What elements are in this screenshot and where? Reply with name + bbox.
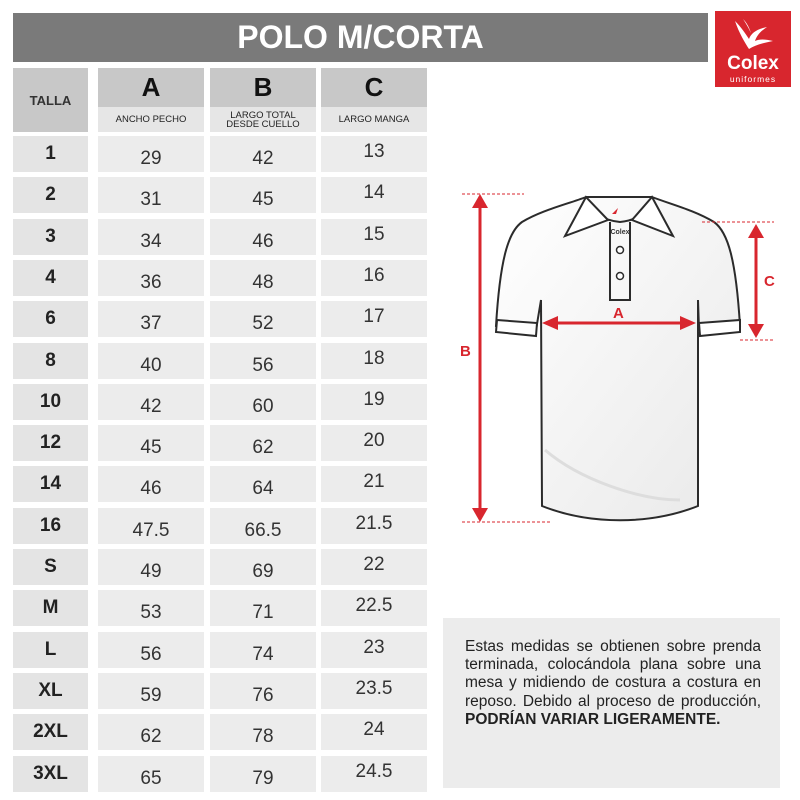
cell-value-a: 46 bbox=[140, 478, 162, 499]
cell-value-c: 22 bbox=[363, 554, 385, 575]
table-cell-a bbox=[98, 673, 204, 709]
cell-value-a: 65 bbox=[140, 768, 162, 789]
measurement-note bbox=[443, 618, 780, 788]
cell-value-a: 42 bbox=[140, 396, 162, 417]
size-label: 8 bbox=[13, 343, 88, 379]
table-cell-a bbox=[98, 177, 204, 213]
column-label-c: LARGO MANGA bbox=[321, 107, 427, 132]
cell-value-a: 47.5 bbox=[132, 520, 170, 541]
cell-value-c: 13 bbox=[363, 141, 385, 162]
table-cell-a bbox=[98, 384, 204, 420]
cell-value-b: 64 bbox=[252, 478, 274, 499]
cell-value-b: 66.5 bbox=[244, 520, 282, 541]
note-paragraph bbox=[465, 638, 761, 729]
table-cell-c bbox=[321, 590, 427, 626]
page-title: POLO M/CORTA bbox=[13, 13, 708, 62]
cell-value-c: 24.5 bbox=[355, 761, 393, 782]
size-label: 4 bbox=[13, 260, 88, 296]
note-text: Estas medidas se obtienen sobre prenda terminada, colocándola plana sobre una mesa y midiendo de costura a costura en reposo. Debido al proceso de producción, bbox=[465, 638, 761, 710]
bird-logo-icon bbox=[729, 17, 777, 51]
table-cell-c bbox=[321, 425, 427, 461]
table-cell-b bbox=[210, 301, 316, 337]
cell-value-a: 40 bbox=[140, 355, 162, 376]
table-cell-c bbox=[321, 508, 427, 544]
cell-value-c: 15 bbox=[363, 224, 385, 245]
cell-value-b: 71 bbox=[252, 602, 274, 623]
size-label: L bbox=[13, 632, 88, 668]
cell-value-c: 21.5 bbox=[355, 513, 393, 534]
cell-value-a: 56 bbox=[140, 644, 162, 665]
table-cell-b bbox=[210, 549, 316, 585]
table-cell-c bbox=[321, 714, 427, 750]
column-header-a bbox=[98, 68, 204, 132]
table-cell-a bbox=[98, 301, 204, 337]
table-cell-a bbox=[98, 549, 204, 585]
table-cell-a bbox=[98, 632, 204, 668]
size-label: S bbox=[13, 549, 88, 585]
cell-value-a: 29 bbox=[140, 148, 162, 169]
cell-value-a: 37 bbox=[140, 313, 162, 334]
label-a: A bbox=[613, 305, 624, 322]
cell-value-c: 14 bbox=[363, 182, 385, 203]
cell-value-b: 60 bbox=[252, 396, 274, 417]
cell-value-c: 18 bbox=[363, 348, 385, 369]
size-label: 2XL bbox=[13, 714, 88, 750]
table-cell-b bbox=[210, 714, 316, 750]
table-cell-a bbox=[98, 260, 204, 296]
size-label: 2 bbox=[13, 177, 88, 213]
table-cell-c bbox=[321, 136, 427, 172]
size-label: 6 bbox=[13, 301, 88, 337]
table-cell-c bbox=[321, 384, 427, 420]
size-label: 16 bbox=[13, 508, 88, 544]
table-cell-c bbox=[321, 466, 427, 502]
cell-value-c: 16 bbox=[363, 265, 385, 286]
cell-value-c: 22.5 bbox=[355, 595, 393, 616]
table-cell-c bbox=[321, 219, 427, 255]
cell-value-b: 56 bbox=[252, 355, 274, 376]
cell-value-c: 23 bbox=[363, 637, 385, 658]
size-label: XL bbox=[13, 673, 88, 709]
cell-value-b: 52 bbox=[252, 313, 274, 334]
cell-value-b: 62 bbox=[252, 437, 274, 458]
table-cell-a bbox=[98, 508, 204, 544]
table-cell-b bbox=[210, 136, 316, 172]
size-label: 14 bbox=[13, 466, 88, 502]
column-letter-a: A bbox=[141, 72, 161, 102]
table-cell-a bbox=[98, 343, 204, 379]
column-header-b bbox=[210, 68, 316, 132]
table-cell-a bbox=[98, 590, 204, 626]
label-c: C bbox=[764, 273, 775, 290]
size-label: M bbox=[13, 590, 88, 626]
table-cell-a bbox=[98, 756, 204, 792]
size-label: 12 bbox=[13, 425, 88, 461]
column-header-c bbox=[321, 68, 427, 132]
cell-value-b: 79 bbox=[252, 768, 274, 789]
size-column-header: TALLA bbox=[13, 68, 88, 132]
size-label: 3 bbox=[13, 219, 88, 255]
table-cell-a bbox=[98, 219, 204, 255]
size-label: 10 bbox=[13, 384, 88, 420]
size-label: 3XL bbox=[13, 756, 88, 792]
table-cell-b bbox=[210, 590, 316, 626]
table-cell-b bbox=[210, 632, 316, 668]
cell-value-c: 20 bbox=[363, 430, 385, 451]
cell-value-c: 21 bbox=[363, 471, 385, 492]
cell-value-a: 34 bbox=[140, 231, 162, 252]
cell-value-a: 49 bbox=[140, 561, 162, 582]
cell-value-b: 78 bbox=[252, 726, 274, 747]
table-cell-b bbox=[210, 260, 316, 296]
table-cell-c bbox=[321, 177, 427, 213]
column-label-a: ANCHO PECHO bbox=[98, 107, 204, 132]
cell-value-a: 45 bbox=[140, 437, 162, 458]
logo-tagline: uniformes bbox=[729, 74, 777, 84]
cell-value-a: 31 bbox=[140, 189, 162, 210]
cell-value-b: 76 bbox=[252, 685, 274, 706]
size-label: 1 bbox=[13, 136, 88, 172]
cell-value-a: 53 bbox=[140, 602, 162, 623]
label-b: B bbox=[460, 343, 471, 360]
logo-brand-text: Colex bbox=[727, 53, 779, 74]
table-cell-c bbox=[321, 549, 427, 585]
chest-logo-text: Colex bbox=[610, 229, 630, 236]
column-letter-b: B bbox=[253, 72, 273, 102]
table-cell-c bbox=[321, 301, 427, 337]
table-cell-b bbox=[210, 673, 316, 709]
table-cell-a bbox=[98, 136, 204, 172]
cell-value-a: 62 bbox=[140, 726, 162, 747]
table-cell-c bbox=[321, 673, 427, 709]
cell-value-b: 48 bbox=[252, 272, 274, 293]
table-cell-b bbox=[210, 466, 316, 502]
note-emphasis: PODRÍAN VARIAR LIGERAMENTE. bbox=[465, 710, 721, 728]
polo-measurement-diagram bbox=[440, 180, 790, 530]
cell-value-c: 24 bbox=[363, 719, 385, 740]
cell-value-c: 23.5 bbox=[355, 678, 393, 699]
cell-value-c: 19 bbox=[363, 389, 385, 410]
table-cell-a bbox=[98, 714, 204, 750]
table-cell-c bbox=[321, 260, 427, 296]
cell-value-a: 36 bbox=[140, 272, 162, 293]
polo-shirt-illustration bbox=[496, 197, 740, 520]
cell-value-c: 17 bbox=[363, 306, 385, 327]
column-label-b: LARGO TOTAL DESDE CUELLO bbox=[210, 107, 316, 132]
cell-value-b: 45 bbox=[252, 189, 274, 210]
column-letter-c: C bbox=[364, 72, 384, 102]
cell-value-b: 69 bbox=[252, 561, 274, 582]
table-cell-a bbox=[98, 425, 204, 461]
table-cell-b bbox=[210, 177, 316, 213]
table-cell-b bbox=[210, 343, 316, 379]
cell-value-b: 74 bbox=[252, 644, 274, 665]
cell-value-b: 46 bbox=[252, 231, 274, 252]
table-cell-b bbox=[210, 756, 316, 792]
table-cell-c bbox=[321, 756, 427, 792]
table-cell-b bbox=[210, 384, 316, 420]
table-cell-b bbox=[210, 425, 316, 461]
table-cell-c bbox=[321, 632, 427, 668]
cell-value-a: 59 bbox=[140, 685, 162, 706]
table-cell-b bbox=[210, 508, 316, 544]
brand-logo bbox=[715, 11, 791, 87]
cell-value-b: 42 bbox=[252, 148, 274, 169]
table-cell-a bbox=[98, 466, 204, 502]
table-cell-c bbox=[321, 343, 427, 379]
table-cell-b bbox=[210, 219, 316, 255]
